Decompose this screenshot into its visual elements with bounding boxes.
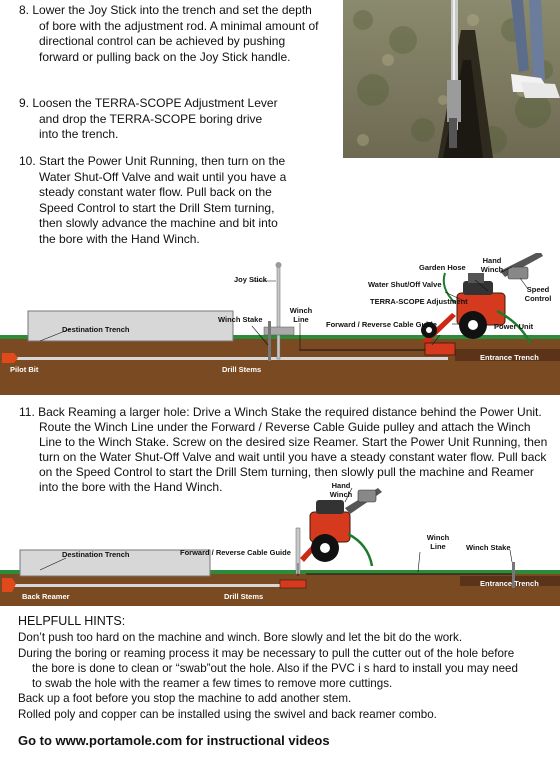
hint-2a: During the boring or reaming process it may be necessary to pull the cutter out of the hole before <box>18 646 515 660</box>
step-9 <box>19 96 279 143</box>
label-cable-guide: Forward / Reverse Cable Guide <box>326 320 437 329</box>
trench-photo <box>343 0 560 158</box>
step-8 <box>19 3 324 65</box>
step-10 <box>19 154 287 247</box>
trench-photo-art <box>343 0 560 158</box>
label-speed-control: Speed Control <box>524 285 552 303</box>
label-pilot-bit: Pilot Bit <box>10 365 39 374</box>
step-8-text: 8. Lower the Joy Stick into the trench and set the depth of bore with the adjustment rod. A minimal amount of directional control can be achieved by pushing forward or pulling back on the Joy Stick handle. <box>19 3 319 64</box>
label-garden-hose: Garden Hose <box>419 263 466 272</box>
label-winch-stake-2: Winch Stake <box>466 543 511 552</box>
joy-stick-rod <box>277 267 280 359</box>
drill-stem-line <box>8 357 448 360</box>
label-hand-winch-2: Hand Winch <box>329 481 353 499</box>
label-winch-stake: Winch Stake <box>218 315 263 324</box>
label-back-reamer: Back Reamer <box>22 592 70 601</box>
destination-trench-box <box>28 311 233 341</box>
power-unit-machine-2 <box>296 488 382 574</box>
label-winch-line: Winch Line <box>289 306 313 324</box>
label-power-unit: Power Unit <box>494 322 534 331</box>
label-destination-trench: Destination Trench <box>62 325 130 334</box>
footer-link-text[interactable]: Go to www.portamole.com for instructional videos <box>18 733 330 748</box>
label-drill-stems-2: Drill Stems <box>224 592 264 601</box>
reamer-drive <box>280 580 306 588</box>
label-joy-stick: Joy Stick <box>234 275 267 284</box>
label-hand-winch: Hand Winch <box>480 256 504 274</box>
label-drill-stems: Drill Stems <box>222 365 262 374</box>
hints-title: HELPFULL HINTS: <box>18 614 126 628</box>
label-entrance-trench-2: Entrance Trench <box>480 579 539 588</box>
label-destination-trench-2: Destination Trench <box>62 550 130 559</box>
diagram-2-art <box>0 478 560 606</box>
step-9-text: 9. Loosen the TERRA-SCOPE Adjustment Lever and drop the TERRA-SCOPE boring drive into the trench. <box>19 96 278 141</box>
joy-stick-knob <box>276 262 282 268</box>
label-entrance-trench: Entrance Trench <box>480 353 539 362</box>
label-cable-guide-2: Forward / Reverse Cable Guide <box>180 548 291 557</box>
step-10-text: 10. Start the Power Unit Running, then turn on the Water Shut-Off Valve and wait until you have a steady constant water flow. Pull back on the Speed Control to start the Drill Stem turning, then slowly advance the machine and bit into the bore with the Hand Winch. <box>19 154 287 246</box>
label-winch-line-2: Winch Line <box>426 533 450 551</box>
label-water-valve: Water Shut/Off Valve <box>368 280 442 289</box>
hint-1: Don’t push too hard on the machine and winch. Bore slowly and let the bit do the work. <box>18 631 463 645</box>
hint-4: Rolled poly and copper can be installed using the swivel and back reamer combo. <box>18 707 437 721</box>
helpful-hints <box>18 614 553 722</box>
drill-stem-line-2 <box>10 584 300 587</box>
step-11-text: 11. Back Reaming a larger hole: Drive a Winch Stake the required distance behind the Power Unit. Route the Winch Line under the Forward / Reverse Cable Guide pulley and attach the Winch Line to the Winch Stake. Screw on the desired size Reamer. Start the Power Unit Running, then turn on the Water Shut-Off Valve and wait until you have a steady constant water flow. Pull back on the Speed Control to start the Drill Stem turning, then slowly pull the machine and Reamer into the bore with the Hand Winch. <box>19 405 548 494</box>
hint-2b: the bore is done to clean or “swab”out the hole. Also if the PVC i s hard to install you may need <box>32 661 518 675</box>
diagram-1 <box>0 253 560 403</box>
winch-stake-post <box>268 321 271 361</box>
hint-3: Back up a foot before you stop the machine to add another stem. <box>18 692 352 706</box>
diagram-2 <box>0 478 560 606</box>
hint-2c: to swab the hole with the reamer a few times to remove more cuttings. <box>32 677 393 691</box>
label-terra-scope: TERRA-SCOPE Adjustment <box>370 297 468 306</box>
